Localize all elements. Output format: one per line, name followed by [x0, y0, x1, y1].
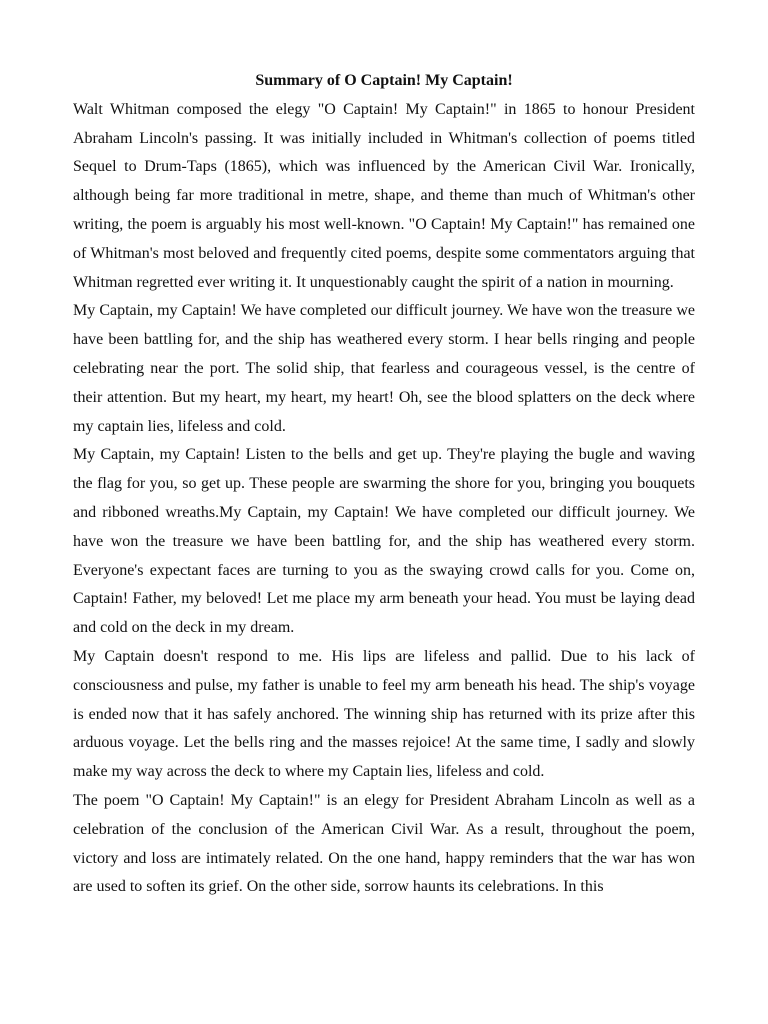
paragraph-bells-and-bugle: My Captain, my Captain! Listen to the bells and get up. They're playing the bugle and waving the flag for you, so get up. These people are swarming the shore for you, bringing you bouquets and ribboned wreaths.My Captain, my Captain! We have completed our difficult journey. We have won the treasure we have been battling for, and the ship has weathered every storm. Everyone's expectant faces are turning to you as the swaying crowd calls for you. Come on, Captain! Father, my beloved! Let me place my arm beneath your head. You must be laying dead and cold on the deck in my dream. [73, 446, 695, 637]
document-title: Summary of O Captain! My Captain! [255, 72, 513, 89]
paragraph-elegy-analysis: The poem "O Captain! My Captain!" is an elegy for President Abraham Lincoln as well as a celebration of the conclusion of the American Civil War. As a result, throughout the poem, victory and loss are intimately related. On the one hand, happy reminders that the war has won are used to soften its grief. On the other side, sorrow haunts its celebrations. In this [73, 791, 695, 896]
paragraph-captain-no-response: My Captain doesn't respond to me. His lips are lifeless and pallid. Due to his lack of consciousness and pulse, my father is unable to feel my arm beneath his head. The ship's voyage is ended now that it has safely anchored. The winning ship has returned with its prize after this arduous voyage. Let the bells ring and the masses rejoice! At the same time, I sadly and slowly make my way across the deck to where my Captain lies, lifeless and cold. [73, 647, 695, 781]
paragraph-whitman-intro: Walt Whitman composed the elegy "O Captain! My Captain!" in 1865 to honour President Abraham Lincoln's passing. It was initially included in Whitman's collection of poems titled Sequel to Drum-Taps (1865), which was influenced by the American Civil War. Ironically, although being far more traditional in metre, shape, and theme than much of Whitman's other writing, the poem is arguably his most well-known. "O Captain! My Captain!" has remained one of Whitman's most beloved and frequently cited poems, despite some commentators arguing that Whitman regretted ever writing it. It unquestionably caught the spirit of a nation in mourning. [73, 100, 695, 291]
paragraph-journey-completed: My Captain, my Captain! We have completed our difficult journey. We have won the treasure we have been battling for, and the ship has weathered every storm. I hear bells ringing and people celebrating near the port. The solid ship, that fearless and courageous vessel, is the centre of their attention. But my heart, my heart, my heart! Oh, see the blood splatters on the deck where my captain lies, lifeless and cold. [73, 302, 695, 435]
document-page [73, 67, 695, 902]
